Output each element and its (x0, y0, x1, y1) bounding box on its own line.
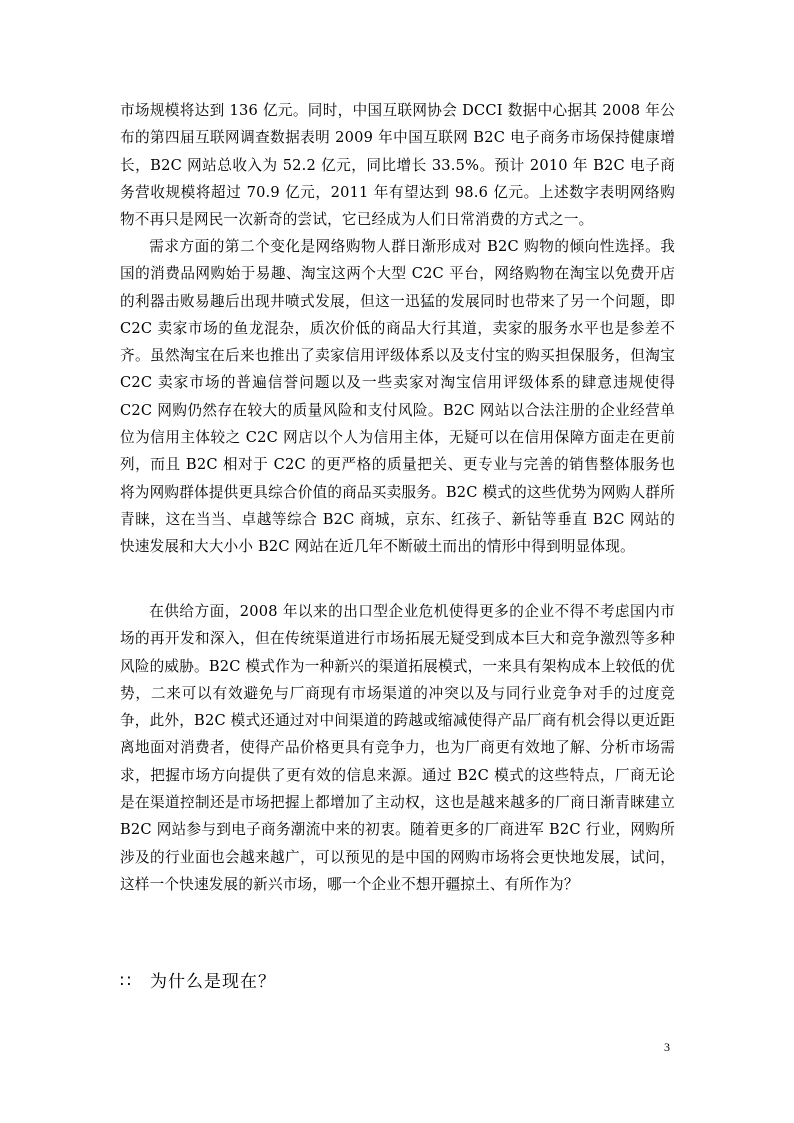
paragraph-text: 需求方面的第二个变化是网络购物人群日渐形成对 B2C 购物的倾向性选择。我国的消费品网购始于易趣、淘宝这两个大型 C2C 平台，网络购物在淘宝以免费开店的利器击败易趣后出现井喷式发展，但这一迅猛的发展同时也带来了另一个问题，即 C2C 卖家市场的鱼龙混杂，质次价低的商品大行其道，卖家的服务水平也是参差不齐。虽然淘宝在后来也推出了卖家信用评级体系以及支付宝的购买担保服务，但淘宝 C2C 卖家市场的普遍信誉问题以及一些卖家对淘宝信用评级体系的肆意违规使得 C2C 网购仍然存在较大的质量风险和支付风险。B2C 网站以合法注册的企业经营单位为信用主体较之 C2C 网店以个人为信用主体，无疑可以在信用保障方面走在更前列，而且 B2C 相对于 C2C 的更严格的质量把关、更专业与完善的销售整体服务也将为网购群体提供更具综合价值的商品买卖服务。B2C 模式的这些优势为网购人群所青睐，这在当当、卓越等综合 B2C 商城，京东、红孩子、新钻等垂直 B2C 网站的快速发展和大大小小 B2C 网站在近几年不断破土而出的情形中得到明显体现。 (120, 238, 675, 556)
body-paragraph-supply-side (120, 598, 675, 898)
paragraph-text: 市场规模将达到 136 亿元。同时，中国互联网协会 DCCI 数据中心据其 2008 年公布的第四届互联网调查数据表明 2009 年中国互联网 B2C 电子商务市场保持健康增长，B2C 网站总收入为 52.2 亿元，同比增长 33.5%。预计 2010 年 B2C 电子商务营收规模将超过 70.9 亿元，2011 年有望达到 98.6 亿元。上述数字表明网络购物不再只是网民一次新奇的尝试，它已经成为人们日常消费的方式之一。 (120, 102, 675, 229)
body-paragraph-market-size (120, 97, 675, 233)
body-paragraph-demand-change (120, 233, 675, 561)
page-number: 3 (664, 1040, 670, 1054)
section-heading (120, 968, 276, 996)
heading-bullet-icon: ∷ (120, 972, 131, 992)
section-heading-text: 为什么是现在？ (150, 972, 276, 992)
paragraph-text: 在供给方面，2008 年以来的出口型企业危机使得更多的企业不得不考虑国内市场的再开发和深入，但在传统渠道进行市场拓展无疑受到成本巨大和竞争激烈等多种风险的威胁。B2C 模式作为一种新兴的渠道拓展模式，一来具有架构成本上较低的优势，二来可以有效避免与厂商现有市场渠道的冲突以及与同行业竞争对手的过度竞争，此外，B2C 模式还通过对中间渠道的跨越或缩减使得产品厂商有机会得以更近距离地面对消费者，使得产品价格更具有竞争力，也为厂商更有效地了解、分析市场需求，把握市场方向提供了更有效的信息来源。通过 B2C 模式的这些特点，厂商无论是在渠道控制还是市场把握上都增加了主动权，这也是越来越多的厂商日渐青睐建立 B2C 网站参与到电子商务潮流中来的初衷。随着更多的厂商进军 B2C 行业，网购所涉及的行业面也会越来越广，可以预见的是中国的网购市场将会更快地发展，试问，这样一个快速发展的新兴市场，哪一个企业不想开疆掠土、有所作为？ (120, 603, 675, 893)
